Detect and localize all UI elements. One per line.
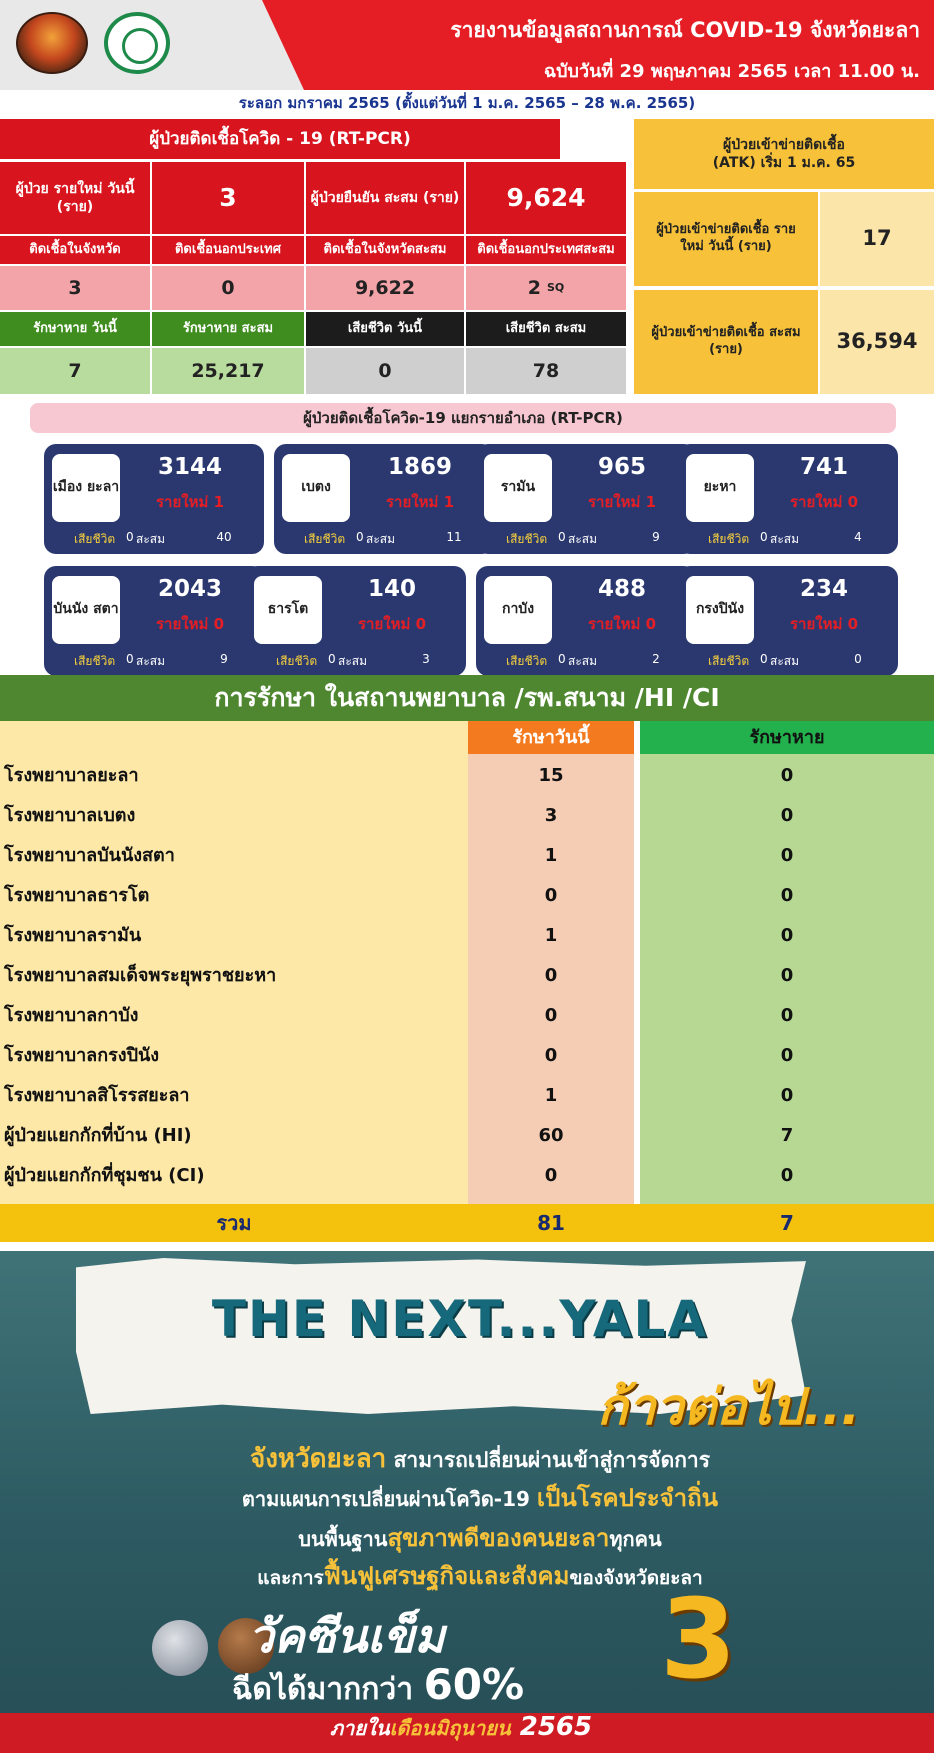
row-recovered: 7 [780, 1125, 794, 1146]
district-new: รายใหม่ 0 [155, 615, 225, 633]
total-row [0, 1204, 934, 1242]
row-name: โรงพยาบาลกาบัง [4, 1005, 139, 1026]
row-name: โรงพยาบาลธารโต [4, 885, 150, 906]
district-card-krong-pinang [678, 566, 898, 676]
district-total: 2043 [157, 576, 222, 602]
atk-heading: ผู้ป่วยเข้าข่ายติดเชื้อ (ATK) เริ่ม 1 ม.ค. 65 [634, 119, 934, 189]
district-total: 234 [799, 576, 848, 602]
table-row [0, 754, 934, 798]
injection-line [232, 1660, 524, 1713]
district-new: รายใหม่ 0 [789, 615, 859, 633]
district-deaths: 0 [558, 652, 566, 666]
death-label: เสียชีวิต [276, 654, 318, 668]
atk-new-label: ผู้ป่วยเข้าข่ายติดเชื้อ รายใหม่ วันนี้ (ราย) [634, 192, 818, 286]
total-recovered: 7 [780, 1211, 794, 1235]
row-today: 1 [544, 1085, 558, 1106]
report-header [0, 0, 934, 90]
in-province-cum-label: ติดเชื้อในจังหวัดสะสม [306, 236, 464, 264]
report-date: ฉบับวันที่ 29 พฤษภาคม 2565 เวลา 11.00 น. [543, 61, 920, 82]
line3-highlight: สุขภาพดีของคนยะลา [387, 1524, 610, 1552]
district-cum: 9 [652, 530, 660, 544]
row-name: โรงพยาบาลสิโรรสยะลา [4, 1085, 190, 1106]
death-label: เสียชีวิต [74, 654, 116, 668]
table-row [0, 994, 934, 1038]
district-name: เมือง ยะลา [52, 454, 120, 522]
recovered-today-label: รักษาหาย วันนี้ [0, 312, 150, 346]
injected-percent: 60% [423, 1660, 525, 1709]
district-cum: 3 [422, 652, 430, 666]
abroad-value: 0 [152, 266, 304, 310]
deaths-today-value: 0 [306, 348, 464, 394]
row-name: โรงพยาบาลกรงปินัง [4, 1045, 160, 1066]
dose-number: 3 [660, 1575, 737, 1703]
new-today-label: ผู้ป่วย รายใหม่ วันนี้ (ราย) [0, 162, 150, 234]
district-name: ธารโต [254, 576, 322, 644]
district-deaths: 0 [126, 652, 134, 666]
district-footer [52, 530, 256, 548]
district-card-yaha [678, 444, 898, 554]
line3-b: ทุกคน [609, 1527, 662, 1551]
cum-label: สะสม [770, 532, 800, 546]
row-today: 0 [544, 1045, 558, 1066]
row-recovered: 0 [780, 925, 794, 946]
district-footer [282, 530, 486, 548]
district-footer [484, 652, 688, 670]
district-card-mueang-yala [44, 444, 264, 554]
district-new: รายใหม่ 0 [357, 615, 427, 633]
table-row [0, 794, 934, 838]
atk-cum-label: ผู้ป่วยเข้าข่ายติดเชื้อ สะสม (ราย) [634, 290, 818, 394]
table-row [0, 834, 934, 878]
in-province-cum-value: 9,622 [306, 266, 464, 310]
row-recovered: 0 [780, 765, 794, 786]
abroad-cum-value: 2 [527, 276, 541, 299]
line2-rest: ตามแผนการเปลี่ยนผ่านโควิด-19 [241, 1487, 537, 1511]
within-text: ภายใน [330, 1716, 390, 1740]
cum-label: สะสม [366, 532, 396, 546]
month-text: เดือนมิถุนายน [389, 1716, 511, 1740]
deaths-today-label: เสียชีวิต วันนี้ [306, 312, 464, 346]
total-today: 81 [537, 1211, 565, 1235]
district-footer [686, 530, 890, 548]
district-card-kabang [476, 566, 696, 676]
district-card-betong [274, 444, 494, 554]
line4-highlight: ฟื้นฟูเศรษฐกิจและสังคม [323, 1562, 570, 1590]
table-row [0, 914, 934, 958]
district-cum: 4 [854, 530, 862, 544]
line1-highlight: จังหวัดยะลา [250, 1444, 387, 1474]
ministry-of-health-logo-icon [104, 12, 170, 74]
district-footer [254, 652, 458, 670]
district-footer [484, 530, 688, 548]
row-name: ผู้ป่วยแยกกักที่บ้าน (HI) [4, 1125, 192, 1146]
table-row [0, 1034, 934, 1078]
cum-label: สะสม [136, 654, 166, 668]
row-today: 0 [544, 885, 558, 906]
total-label: รวม [216, 1211, 252, 1235]
virus-mascot-icon [152, 1620, 208, 1676]
banner-line-1 [100, 1438, 860, 1479]
banner-line-3 [100, 1518, 860, 1557]
treatment-corner [0, 721, 468, 754]
table-row [0, 1074, 934, 1118]
treatment-table-body [0, 754, 934, 1204]
table-row [0, 954, 934, 998]
district-footer [52, 652, 256, 670]
death-label: เสียชีวิต [708, 654, 750, 668]
cum-label: สะสม [568, 532, 598, 546]
banner-line-2 [100, 1478, 860, 1517]
row-today: 0 [544, 1005, 558, 1026]
line4-b: ของจังหวัดยะลา [569, 1567, 703, 1589]
recovered-cum-label: รักษาหาย สะสม [152, 312, 304, 346]
row-today: 3 [544, 805, 558, 826]
row-recovered: 0 [780, 885, 794, 906]
district-deaths: 0 [328, 652, 336, 666]
abroad-cum-label: ติดเชื้อนอกประเทศสะสม [466, 236, 626, 264]
district-total: 488 [597, 576, 646, 602]
cum-label: สะสม [568, 654, 598, 668]
line2-highlight: เป็นโรคประจำถิ่น [536, 1484, 719, 1512]
row-name: โรงพยาบาลเบตง [4, 805, 136, 826]
district-cum: 0 [854, 652, 862, 666]
district-new: รายใหม่ 0 [587, 615, 657, 633]
row-recovered: 0 [780, 1005, 794, 1026]
recovered-cum-value: 25,217 [152, 348, 304, 394]
abroad-label: ติดเชื้อนอกประเทศ [152, 236, 304, 264]
deaths-cum-label: เสียชีวิต สะสม [466, 312, 626, 346]
district-new: รายใหม่ 1 [587, 493, 657, 511]
district-footer [686, 652, 890, 670]
vaccine-text: วัคซีนเข็ม [248, 1609, 445, 1663]
report-title: รายงานข้อมูลสถานการณ์ COVID-19 จังหวัดยะลา [450, 18, 920, 42]
in-province-value: 3 [0, 266, 150, 310]
deadline-line [330, 1712, 592, 1744]
atk-cum-value: 36,594 [820, 290, 934, 394]
line4-a: และการ [257, 1567, 324, 1589]
year-text: 2565 [510, 1712, 593, 1742]
district-new: รายใหม่ 0 [789, 493, 859, 511]
district-deaths: 0 [356, 530, 364, 544]
district-deaths: 0 [760, 652, 768, 666]
district-cum: 40 [216, 530, 232, 544]
row-today: 0 [544, 965, 558, 986]
row-today: 0 [544, 1165, 558, 1186]
district-new: รายใหม่ 1 [385, 493, 455, 511]
line3-a: บนพื้นฐาน [298, 1527, 388, 1551]
district-cum: 2 [652, 652, 660, 666]
district-card-bannang-sata [44, 566, 264, 676]
death-label: เสียชีวิต [304, 532, 346, 546]
atk-new-value: 17 [820, 192, 934, 286]
district-total: 1869 [387, 454, 452, 480]
row-today: 60 [538, 1125, 564, 1146]
district-total: 140 [367, 576, 416, 602]
confirmed-value: 9,624 [466, 162, 626, 234]
row-today: 1 [544, 925, 558, 946]
row-name: โรงพยาบาลรามัน [4, 925, 142, 946]
district-name: บันนัง สตา [52, 576, 120, 644]
district-cum: 9 [220, 652, 228, 666]
district-name: ยะหา [686, 454, 754, 522]
injected-text: ฉีดได้มากกว่า [232, 1672, 424, 1707]
province-seal-icon [16, 12, 88, 74]
col-header-today: รักษาวันนี้ [468, 721, 634, 754]
district-deaths: 0 [558, 530, 566, 544]
district-name: กาบัง [484, 576, 552, 644]
district-new: รายใหม่ 1 [155, 493, 225, 511]
table-row [0, 1154, 934, 1198]
abroad-cum-note: SQ [546, 280, 565, 294]
district-deaths: 0 [760, 530, 768, 544]
table-row [0, 874, 934, 918]
abroad-cum-cell [466, 266, 626, 310]
death-label: เสียชีวิต [708, 532, 750, 546]
row-today: 1 [544, 845, 558, 866]
recovered-today-value: 7 [0, 348, 150, 394]
table-row [0, 1114, 934, 1158]
row-name: โรงพยาบาลสมเด็จพระยุพราชยะหา [4, 965, 277, 986]
district-deaths: 0 [126, 530, 134, 544]
in-province-label: ติดเชื้อในจังหวัด [0, 236, 150, 264]
district-card-raman [476, 444, 696, 554]
district-cum: 11 [446, 530, 462, 544]
confirmed-label: ผู้ป่วยยืนยัน สะสม (ราย) [306, 162, 464, 234]
treatment-heading: การรักษา ในสถานพยาบาล /รพ.สนาม /HI /CI [0, 675, 934, 721]
cum-label: สะสม [770, 654, 800, 668]
district-name: เบตง [282, 454, 350, 522]
cum-label: สะสม [136, 532, 166, 546]
new-today-value: 3 [152, 162, 304, 234]
deaths-cum-value: 78 [466, 348, 626, 394]
district-card-than-to [246, 566, 466, 676]
district-total: 741 [799, 454, 848, 480]
death-label: เสียชีวิต [74, 532, 116, 546]
row-today: 15 [538, 765, 564, 786]
line1-rest: สามารถเปลี่ยนผ่านเข้าสู่การจัดการ [386, 1448, 710, 1472]
death-label: เสียชีวิต [506, 654, 548, 668]
row-recovered: 0 [780, 965, 794, 986]
col-header-recovered: รักษาหาย [640, 721, 934, 754]
district-total: 965 [597, 454, 646, 480]
row-recovered: 0 [780, 1045, 794, 1066]
banner-line-4 [100, 1556, 860, 1595]
banner-title: THE NEXT...YALA [211, 1290, 709, 1348]
report-period: ระลอก มกราคม 2565 (ตั้งแต่วันที่ 1 ม.ค. 2565 – 28 พ.ค. 2565) [238, 94, 696, 112]
row-recovered: 0 [780, 845, 794, 866]
district-total: 3144 [157, 454, 222, 480]
row-recovered: 0 [780, 1165, 794, 1186]
death-label: เสียชีวิต [506, 532, 548, 546]
rtpcr-heading: ผู้ป่วยติดเชื้อโควิด - 19 (RT-PCR) [0, 119, 560, 159]
district-name: กรงปินัง [686, 576, 754, 644]
cum-label: สะสม [338, 654, 368, 668]
banner-next-step: ก้าวต่อไป... [597, 1378, 860, 1436]
row-name: โรงพยาบาลยะลา [4, 765, 139, 786]
row-name: โรงพยาบาลบันนังสตา [4, 845, 175, 866]
district-heading: ผู้ป่วยติดเชื้อโควิด-19 แยกรายอำเภอ (RT-PCR) [30, 403, 896, 433]
row-name: ผู้ป่วยแยกกักที่ชุมชน (CI) [4, 1165, 205, 1186]
district-name: รามัน [484, 454, 552, 522]
row-recovered: 0 [780, 805, 794, 826]
row-recovered: 0 [780, 1085, 794, 1106]
